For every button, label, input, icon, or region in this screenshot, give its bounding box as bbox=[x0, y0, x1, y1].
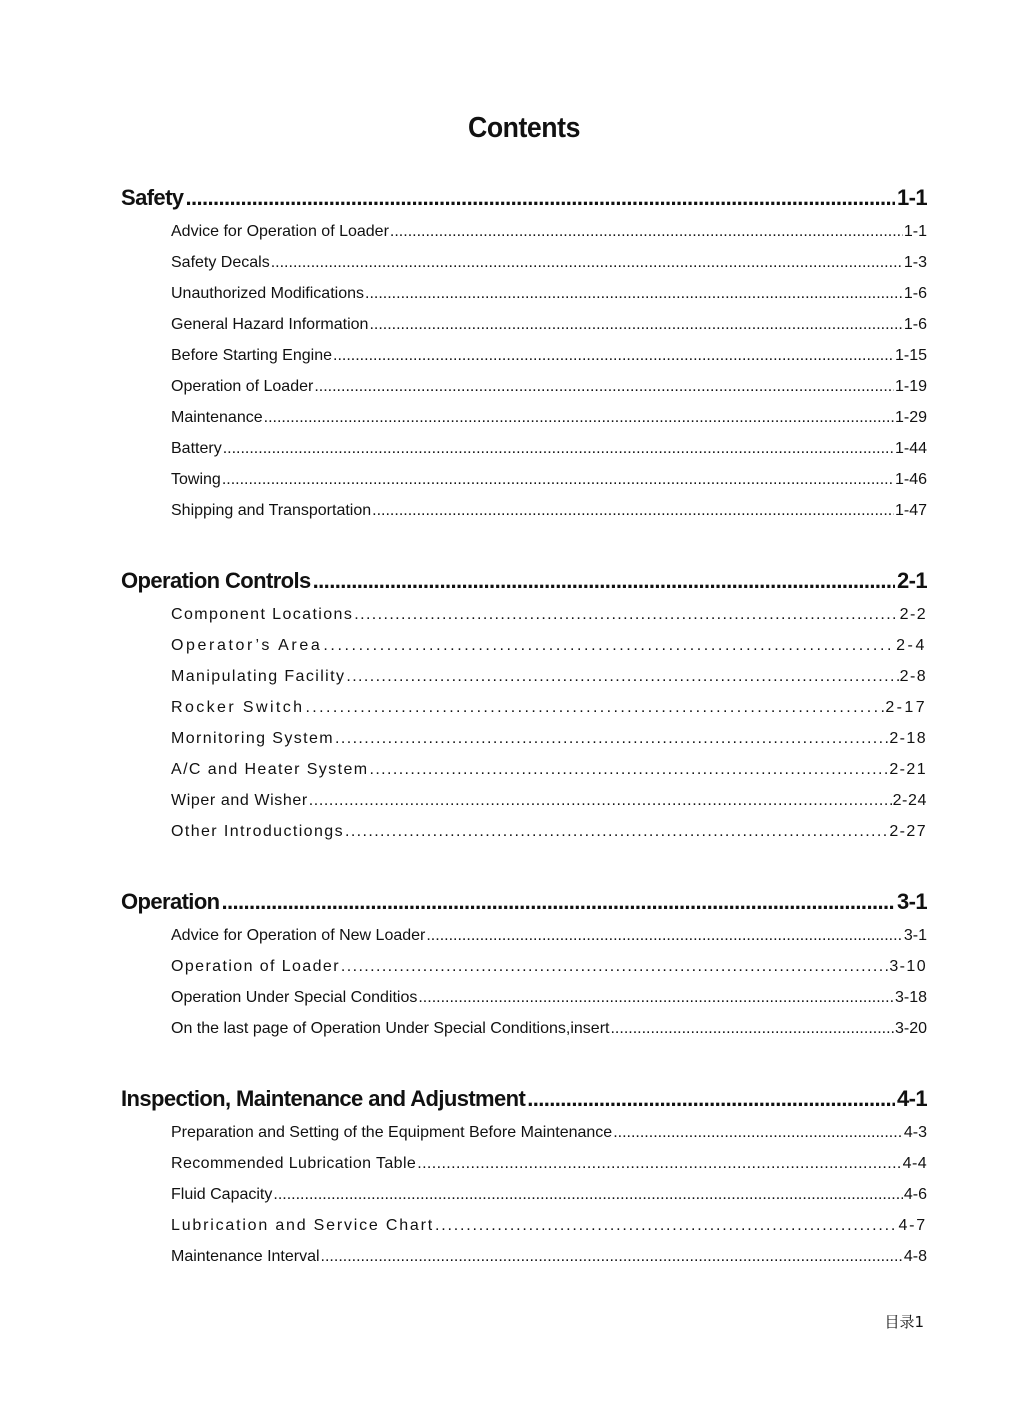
dot-leader bbox=[354, 606, 898, 624]
entry-title: Advice for Operation of New Loader bbox=[171, 927, 426, 944]
entry-page-number: 1-6 bbox=[903, 316, 927, 333]
table-of-contents bbox=[121, 185, 927, 1314]
dot-leader bbox=[273, 1186, 903, 1204]
entry-title: Before Starting Engine bbox=[171, 347, 332, 364]
entry-title: On the last page of Operation Under Special Conditions,insert bbox=[171, 1020, 610, 1037]
entry-page-number: 1-15 bbox=[894, 347, 927, 364]
entry-page-number: 1-1 bbox=[903, 223, 927, 240]
section-page-number: 2-1 bbox=[897, 568, 927, 593]
dot-leader bbox=[313, 568, 895, 594]
entry-page-number: 1-29 bbox=[894, 409, 927, 426]
entry-title: Operator’s Area bbox=[171, 637, 323, 654]
toc-entry[interactable] bbox=[171, 223, 927, 254]
entry-title: Component Locations bbox=[171, 606, 354, 623]
entry-title: Manipulating Facility bbox=[171, 668, 346, 685]
entry-page-number: 1-3 bbox=[903, 254, 927, 271]
entry-page-number: 4-7 bbox=[898, 1217, 927, 1234]
section-heading[interactable] bbox=[121, 1086, 927, 1124]
toc-entry[interactable] bbox=[171, 699, 927, 730]
entry-title: Preparation and Setting of the Equipment Before Maintenance bbox=[171, 1124, 613, 1141]
dot-leader bbox=[613, 1124, 903, 1142]
entry-title: Maintenance bbox=[171, 409, 263, 426]
dot-leader bbox=[527, 1086, 895, 1112]
entry-page-number: 2-8 bbox=[899, 668, 927, 685]
dot-leader bbox=[372, 502, 894, 520]
entry-page-number: 3-10 bbox=[889, 958, 927, 975]
entry-title: Wiper and Wisher bbox=[171, 792, 308, 809]
section-title: Operation bbox=[121, 889, 220, 914]
entry-title: Operation of Loader bbox=[171, 378, 314, 395]
toc-entry[interactable] bbox=[171, 1020, 927, 1051]
entry-title: Other Introductiongs bbox=[171, 823, 344, 840]
dot-leader bbox=[222, 471, 894, 489]
toc-entry[interactable] bbox=[171, 285, 927, 316]
entry-title: Maintenance Interval bbox=[171, 1248, 320, 1265]
dot-leader bbox=[426, 927, 903, 945]
entry-page-number: 2-27 bbox=[889, 823, 927, 840]
entry-title: Rocker Switch bbox=[171, 699, 305, 716]
dot-leader bbox=[185, 185, 895, 211]
dot-leader bbox=[335, 730, 888, 748]
toc-entry[interactable] bbox=[171, 792, 927, 823]
entry-page-number: 1-46 bbox=[894, 471, 927, 488]
dot-leader bbox=[341, 958, 888, 976]
dot-leader bbox=[321, 1248, 903, 1266]
section-heading[interactable] bbox=[121, 568, 927, 606]
entry-title: Recommended Lubrication Table bbox=[171, 1155, 417, 1172]
toc-entry[interactable] bbox=[171, 1217, 927, 1248]
entry-page-number: 2-2 bbox=[899, 606, 927, 623]
entry-page-number: 2-18 bbox=[889, 730, 927, 747]
dot-leader bbox=[346, 668, 898, 686]
toc-section-safety bbox=[121, 185, 927, 533]
toc-entry[interactable] bbox=[171, 254, 927, 285]
section-page-number: 4-1 bbox=[897, 1086, 927, 1111]
entry-page-number: 3-20 bbox=[894, 1020, 927, 1037]
entry-title: General Hazard Information bbox=[171, 316, 369, 333]
toc-entry[interactable] bbox=[171, 1124, 927, 1155]
toc-entry[interactable] bbox=[171, 1248, 927, 1279]
dot-leader bbox=[390, 223, 903, 241]
entry-page-number: 2-21 bbox=[889, 761, 927, 778]
toc-section-inspection-maintenance bbox=[121, 1086, 927, 1279]
entry-title: Shipping and Transportation bbox=[171, 502, 372, 519]
dot-leader bbox=[333, 347, 894, 365]
section-title: Operation Controls bbox=[121, 568, 311, 593]
entry-page-number: 2-24 bbox=[892, 792, 927, 809]
section-title: Inspection, Maintenance and Adjustment bbox=[121, 1086, 526, 1111]
dot-leader bbox=[314, 378, 894, 396]
dot-leader bbox=[323, 637, 895, 655]
toc-entry[interactable] bbox=[171, 471, 927, 502]
dot-leader bbox=[435, 1217, 897, 1235]
toc-entry[interactable] bbox=[171, 730, 927, 761]
section-page-number: 3-1 bbox=[897, 889, 927, 914]
entry-page-number: 1-47 bbox=[894, 502, 927, 519]
dot-leader bbox=[345, 823, 888, 841]
toc-entry[interactable] bbox=[171, 927, 927, 958]
page-footer: 目录1 bbox=[884, 1313, 924, 1331]
toc-entry[interactable] bbox=[171, 1155, 927, 1186]
toc-section-operation-controls bbox=[121, 568, 927, 854]
entry-page-number: 2-4 bbox=[896, 637, 927, 654]
entry-page-number: 4-4 bbox=[902, 1155, 927, 1172]
toc-entry[interactable] bbox=[171, 409, 927, 440]
entry-title: Advice for Operation of Loader bbox=[171, 223, 389, 240]
entry-page-number: 3-18 bbox=[894, 989, 927, 1006]
toc-entry[interactable] bbox=[171, 958, 927, 989]
entry-title: Battery bbox=[171, 440, 222, 457]
dot-leader bbox=[305, 699, 884, 717]
dot-leader bbox=[223, 440, 894, 458]
entry-title: Safety Decals bbox=[171, 254, 270, 271]
toc-entry[interactable] bbox=[171, 1186, 927, 1217]
entry-title: Towing bbox=[171, 471, 221, 488]
entry-page-number: 3-1 bbox=[903, 927, 927, 944]
entry-title: Mornitoring System bbox=[171, 730, 335, 747]
entry-page-number: 4-3 bbox=[903, 1124, 927, 1141]
toc-entry[interactable] bbox=[171, 347, 927, 378]
entry-page-number: 1-6 bbox=[903, 285, 927, 302]
dot-leader bbox=[369, 316, 902, 334]
section-title: Safety bbox=[121, 185, 184, 210]
toc-entry[interactable] bbox=[171, 440, 927, 471]
entry-title: Lubrication and Service Chart bbox=[171, 1217, 434, 1234]
toc-entry[interactable] bbox=[171, 502, 927, 533]
entry-page-number: 4-6 bbox=[903, 1186, 927, 1203]
dot-leader bbox=[417, 1155, 901, 1173]
dot-leader bbox=[309, 792, 892, 810]
toc-section-operation bbox=[121, 889, 927, 1051]
entry-title: Fluid Capacity bbox=[171, 1186, 273, 1203]
entry-title: Unauthorized Modifications bbox=[171, 285, 364, 302]
dot-leader bbox=[365, 285, 903, 303]
entry-page-number: 4-8 bbox=[903, 1248, 927, 1265]
entry-page-number: 1-19 bbox=[894, 378, 927, 395]
entry-title: A/C and Heater System bbox=[171, 761, 369, 778]
dot-leader bbox=[369, 761, 888, 779]
section-heading[interactable] bbox=[121, 185, 927, 223]
dot-leader bbox=[264, 409, 894, 427]
page-title: Contents bbox=[468, 112, 580, 144]
dot-leader bbox=[418, 989, 894, 1007]
entry-page-number: 1-44 bbox=[894, 440, 927, 457]
entry-title: Operation of Loader bbox=[171, 958, 340, 975]
toc-entry[interactable] bbox=[171, 823, 927, 854]
toc-entry[interactable] bbox=[171, 668, 927, 699]
toc-entry[interactable] bbox=[171, 606, 927, 637]
toc-entry[interactable] bbox=[171, 316, 927, 347]
toc-entry[interactable] bbox=[171, 989, 927, 1020]
entry-title: Operation Under Special Conditios bbox=[171, 989, 418, 1006]
section-page-number: 1-1 bbox=[897, 185, 927, 210]
section-heading[interactable] bbox=[121, 889, 927, 927]
toc-entry[interactable] bbox=[171, 761, 927, 792]
entry-page-number: 2-17 bbox=[885, 699, 927, 716]
toc-entry[interactable] bbox=[171, 378, 927, 409]
dot-leader bbox=[222, 889, 896, 915]
dot-leader bbox=[271, 254, 903, 272]
toc-entry[interactable] bbox=[171, 637, 927, 668]
dot-leader bbox=[610, 1020, 893, 1038]
